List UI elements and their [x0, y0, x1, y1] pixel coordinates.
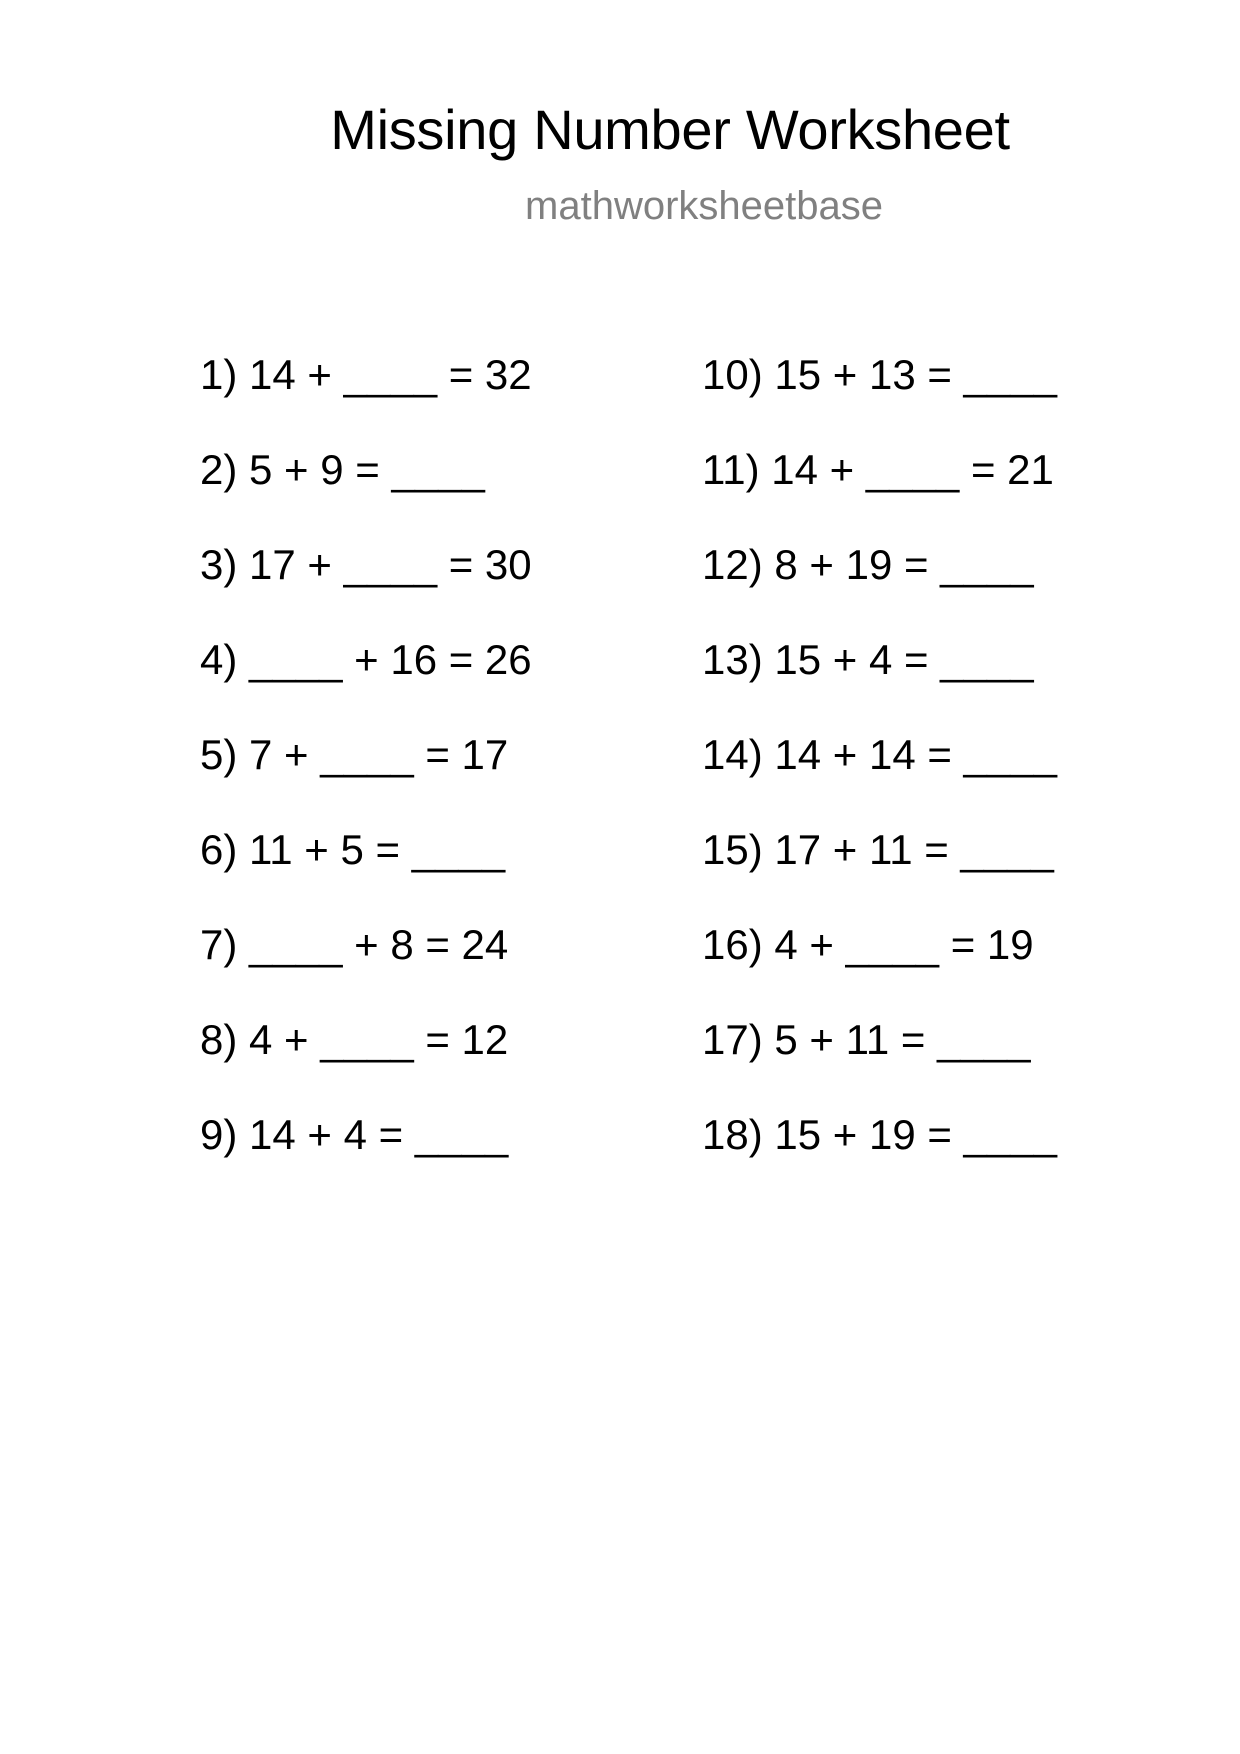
- problem-number: 16): [702, 921, 763, 968]
- problem-number: 4): [200, 636, 238, 683]
- problem-18: [702, 1110, 1057, 1205]
- problem-text: 14 + ____ = 21: [771, 446, 1054, 493]
- problem-6: [200, 825, 532, 920]
- problem-number: 15): [702, 826, 763, 873]
- problem-text: 14 + ____ = 32: [249, 351, 532, 398]
- problem-17: [702, 1015, 1057, 1110]
- problem-number: 11): [702, 446, 760, 493]
- page-title: Missing Number Worksheet: [330, 98, 1010, 161]
- problem-4: [200, 635, 532, 730]
- problem-text: 5 + 9 = ____: [249, 446, 485, 493]
- problem-13: [702, 635, 1057, 730]
- problem-text: 17 + ____ = 30: [249, 541, 532, 588]
- problem-text: 4 + ____ = 19: [774, 921, 1034, 968]
- problem-number: 8): [200, 1016, 238, 1063]
- problem-text: 7 + ____ = 17: [249, 731, 509, 778]
- problem-2: [200, 445, 532, 540]
- problem-number: 2): [200, 446, 238, 493]
- problem-text: ____ + 8 = 24: [249, 921, 509, 968]
- problem-text: 11 + 5 = ____: [249, 826, 506, 873]
- problem-8: [200, 1015, 532, 1110]
- problem-number: 17): [702, 1016, 763, 1063]
- problem-text: 4 + ____ = 12: [249, 1016, 509, 1063]
- problem-number: 5): [200, 731, 238, 778]
- problem-number: 7): [200, 921, 238, 968]
- problem-number: 3): [200, 541, 238, 588]
- problem-number: 1): [200, 351, 238, 398]
- problem-column-right: [702, 350, 1057, 1205]
- problem-14: [702, 730, 1057, 825]
- problem-number: 14): [702, 731, 763, 778]
- problem-1: [200, 350, 532, 445]
- problem-text: 5 + 11 = ____: [774, 1016, 1031, 1063]
- problem-number: 9): [200, 1111, 238, 1158]
- problem-text: 14 + 14 = ____: [774, 731, 1057, 778]
- problem-text: 17 + 11 = ____: [774, 826, 1054, 873]
- problem-text: 15 + 19 = ____: [774, 1111, 1057, 1158]
- problem-number: 10): [702, 351, 763, 398]
- problem-16: [702, 920, 1057, 1015]
- problem-text: 15 + 13 = ____: [774, 351, 1057, 398]
- problem-9: [200, 1110, 532, 1205]
- problem-text: 14 + 4 = ____: [249, 1111, 509, 1158]
- page-subtitle: mathworksheetbase: [525, 184, 883, 228]
- problem-11: [702, 445, 1057, 540]
- problem-12: [702, 540, 1057, 635]
- problem-10: [702, 350, 1057, 445]
- problem-number: 12): [702, 541, 763, 588]
- problem-number: 18): [702, 1111, 763, 1158]
- problem-text: ____ + 16 = 26: [249, 636, 532, 683]
- problem-3: [200, 540, 532, 635]
- problem-number: 6): [200, 826, 238, 873]
- problem-number: 13): [702, 636, 763, 683]
- problem-column-left: [200, 350, 532, 1205]
- problem-7: [200, 920, 532, 1015]
- problem-15: [702, 825, 1057, 920]
- problem-5: [200, 730, 532, 825]
- problem-text: 15 + 4 = ____: [774, 636, 1034, 683]
- problem-text: 8 + 19 = ____: [774, 541, 1034, 588]
